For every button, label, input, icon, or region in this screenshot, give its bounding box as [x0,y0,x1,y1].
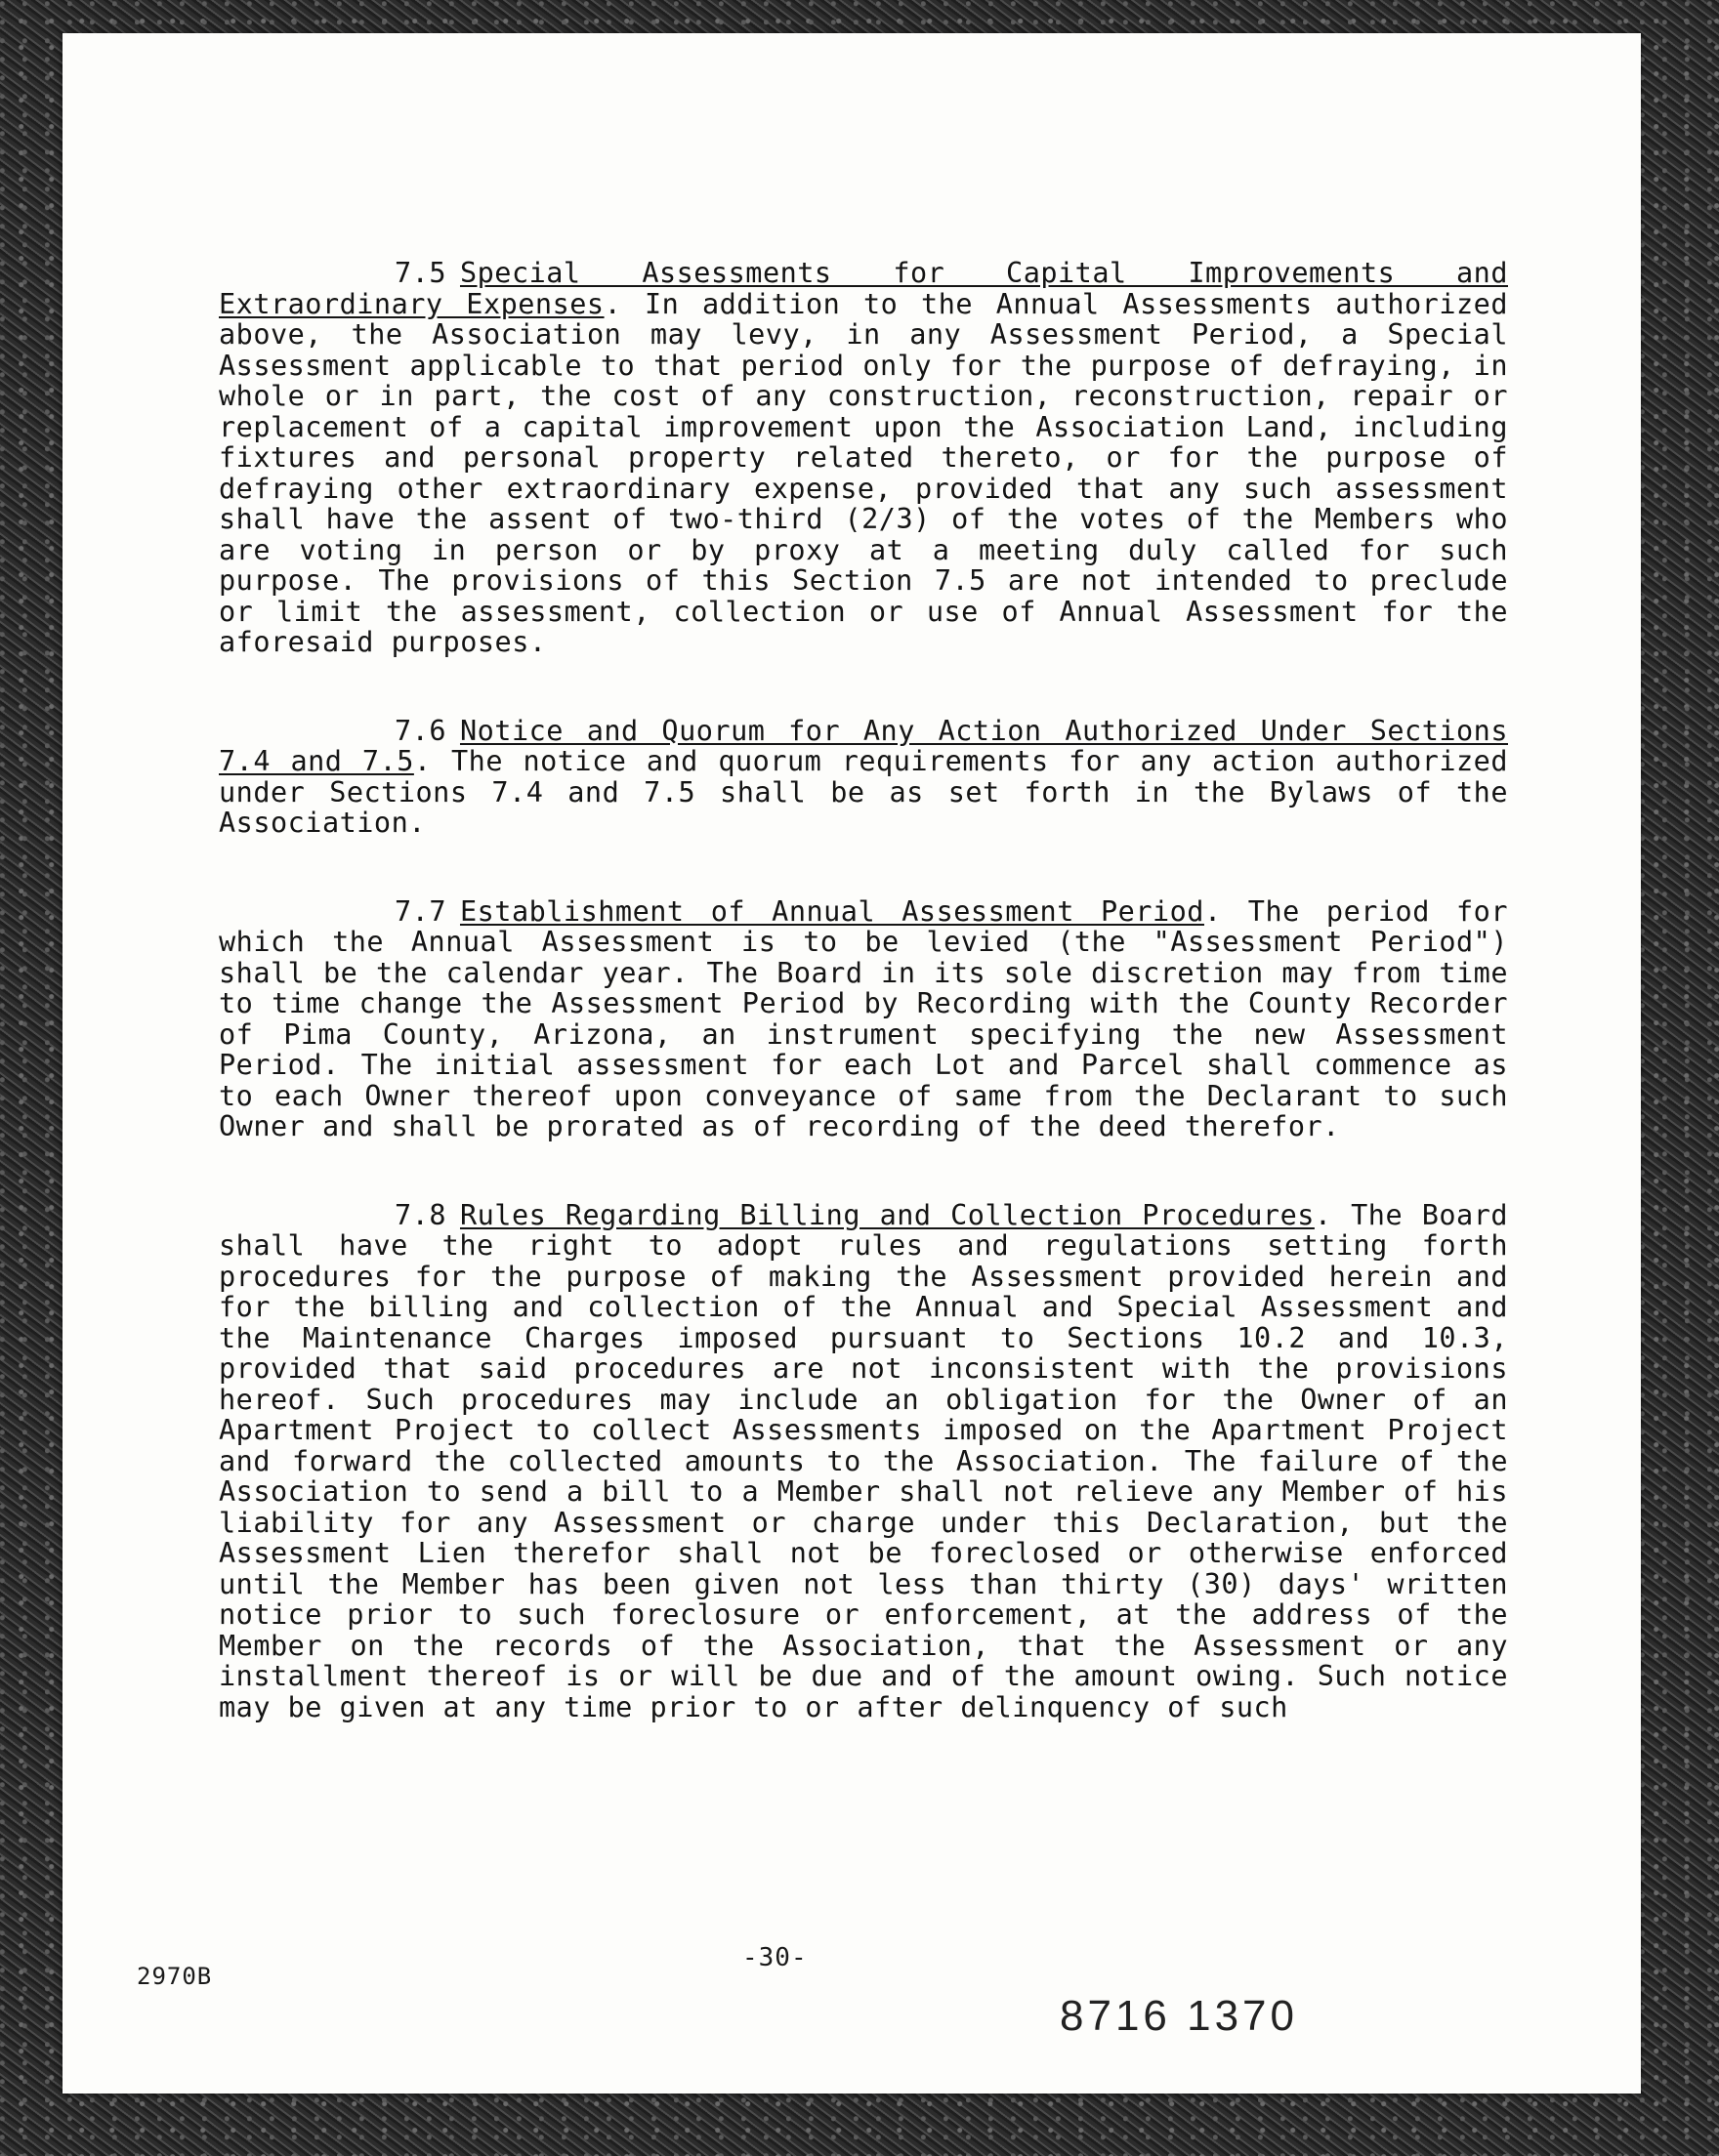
section-heading: Rules Regarding Billing and Collection Procedures [459,1198,1315,1231]
section-text: . The Board shall have the right to adopt rules and regulations setting forth procedures for the purpose of making the Assessment provided herein and for the billing and collection of the Annual and Special Assessment and the Maintenance Charges imposed pursuant to Sections 10.2 and 10.3, provided that said procedures are not inconsistent with the provisions hereof. Such procedures may include an obligation for the Owner of an Apartment Project to collect Assessments imposed on the Apartment Project and forward the collected amounts to the Association. The failure of the Association to send a bill to a Member shall not relieve any Member of his liability for any Assessment or charge under this Declaration, but the Assessment Lien therefor shall not be foreclosed or otherwise enforced until the Member has been given not less than thirty (30) days' written notice prior to such foreclosure or enforcement, at the address of the Member on the records of the Association, that the Assessment or any installment thereof is or will be due and of the amount owing. Such notice may be given at any time prior to or after delinquency of such [219,1198,1509,1723]
section-7-8 [219,1200,1508,1723]
document-page [63,33,1641,2094]
section-7-5 [219,258,1508,658]
record-number: 8716 1370 [1060,1992,1298,2040]
section-text: . The period for which the Annual Assessment is to be levied (the "Assessment Period") shall be the calendar year. The Board in its sole discretion may from time to time change the Assessment Period by Recording with the County Recorder of Pima County, Arizona, an instrument specifying the new Assessment Period. The initial assessment for each Lot and Parcel shall commence as to each Owner thereof upon conveyance of same from the Declarant to such Owner and shall be prorated as of recording of the deed therefor. [219,894,1508,1142]
section-7-6 [219,716,1508,839]
section-number: 7.7 [395,894,446,928]
section-heading: Establishment of Annual Assessment Period [459,894,1204,928]
section-7-7 [219,896,1508,1142]
section-heading: Notice and Quorum for Any Action Authorized Under Sections 7.4 and 7.5 [219,714,1508,777]
section-number: 7.5 [395,257,446,289]
section-text: . The notice and quorum requirements for any action authorized under Sections 7.4 and 7.5 shall be as set forth in the Bylaws of the Association. [219,745,1508,839]
section-heading: Special Assessments for Capital Improvements and Extraordinary Expenses [219,257,1508,320]
document-body [219,258,1508,1780]
page-number: -30- [742,1943,808,1972]
document-code: 2970B [137,1963,213,1990]
section-number: 7.8 [395,1198,446,1231]
section-number: 7.6 [395,714,446,747]
section-text: . In addition to the Annual Assessments authorized above, the Association may levy, in any Assessment Period, a Special Assessment applicable to that period only for the purpose of defraying, in whole or in part, the cost of any construction, reconstruction, repair or replacement of a capital improvement upon the Association Land, including fixtures and personal property related thereto, or for the purpose of defraying other extraordinary expense, provided that any such assessment shall have the assent of two-third (2/3) of the votes of the Members who are voting in person or by proxy at a meeting duly called for such purpose. The provisions of this Section 7.5 are not intended to preclude or limit the assessment, collection or use of Annual Assessment for the aforesaid purposes. [219,287,1508,658]
